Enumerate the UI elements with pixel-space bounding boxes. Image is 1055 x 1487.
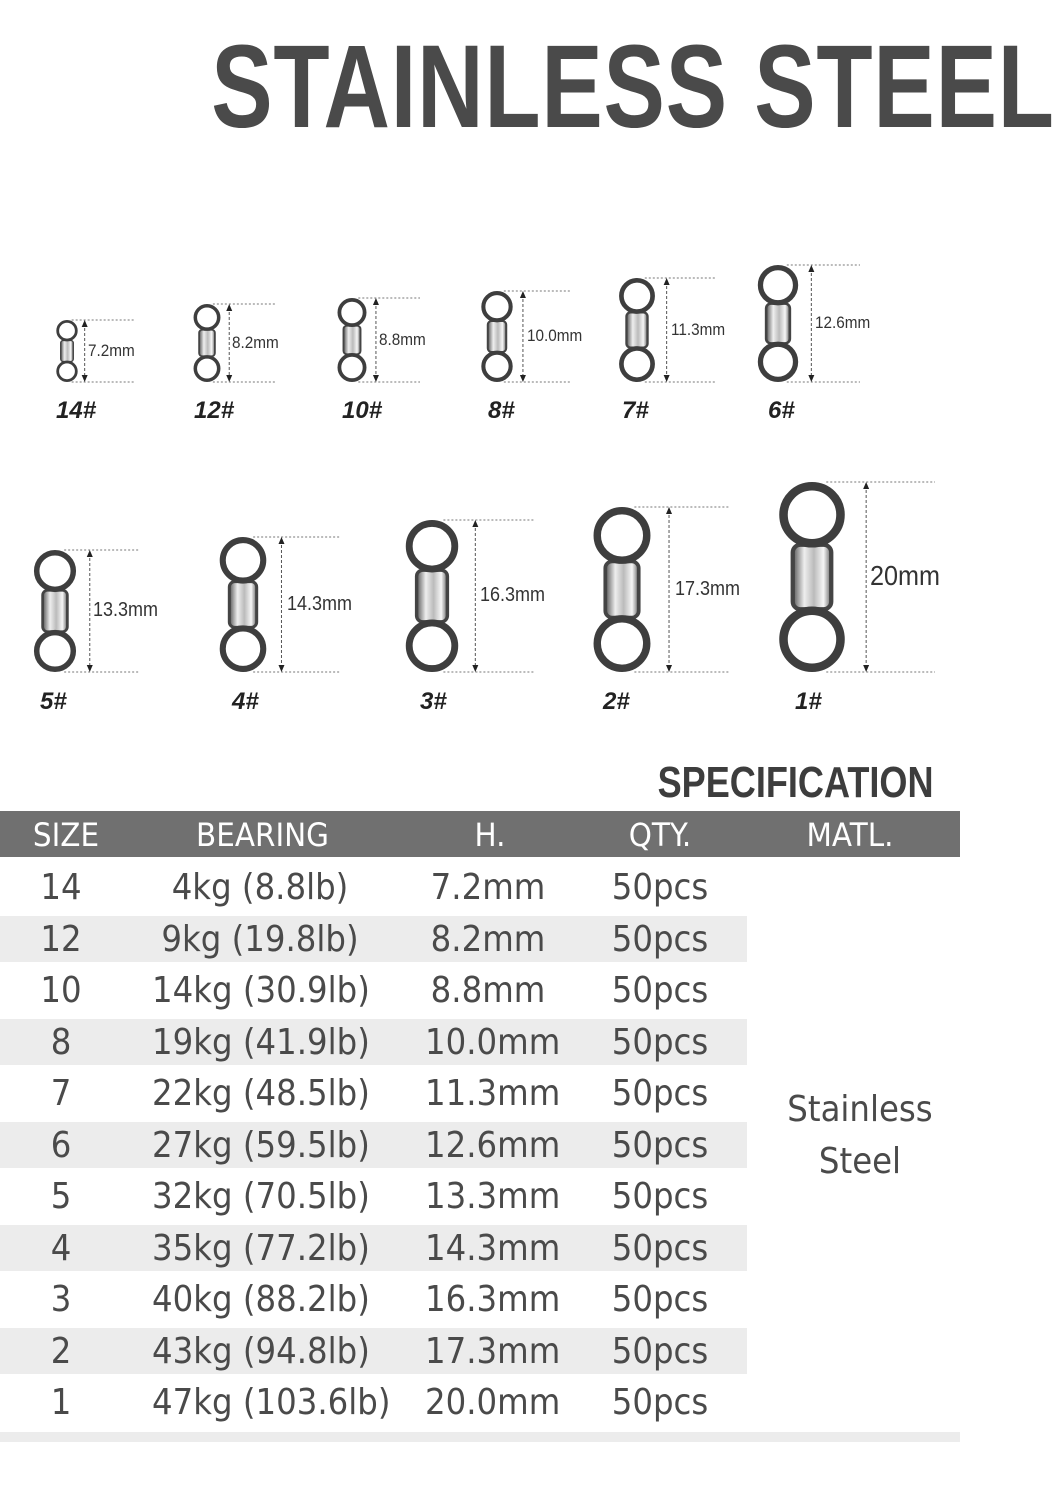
swivel-size-label: 6#	[768, 397, 795, 424]
swivel-1-drawing	[0, 0, 1055, 740]
cell-bearing: 4kg (8.8lb)	[171, 867, 349, 908]
cell-size: 4	[50, 1227, 72, 1269]
cell-qty: 50pcs	[611, 918, 709, 960]
header-size: SIZE	[32, 816, 100, 854]
page-title: STAINLESS STEEL	[211, 21, 1055, 153]
swivel-size-label: 12#	[194, 397, 235, 424]
cell-height: 12.6mm	[425, 1124, 561, 1166]
swivel-size-label: 5#	[40, 688, 67, 715]
cell-qty: 50pcs	[611, 1279, 709, 1320]
swivel-height-label: 10.0mm	[527, 326, 583, 346]
cell-size: 5	[50, 1176, 72, 1217]
cell-bearing: 9kg (19.8lb)	[161, 918, 359, 960]
cell-height: 11.3mm	[425, 1073, 561, 1114]
cell-qty: 50pcs	[611, 1176, 709, 1217]
cell-height: 17.3mm	[425, 1330, 561, 1372]
swivel-height-label: 8.2mm	[232, 332, 279, 352]
cell-qty: 50pcs	[611, 1330, 709, 1372]
swivel-size-label: 2#	[603, 688, 630, 715]
cell-bearing: 47kg (103.6lb)	[152, 1382, 391, 1423]
cell-bearing: 14kg (30.9lb)	[152, 970, 370, 1011]
swivel-size-label: 14#	[56, 397, 97, 424]
cell-size: 12	[40, 918, 82, 960]
dim-arrowhead-top	[863, 482, 869, 489]
swivel-size-label: 8#	[488, 397, 515, 424]
cell-size: 6	[50, 1124, 72, 1166]
swivel-height-label: 14.3mm	[287, 592, 353, 615]
swivel-height-label: 13.3mm	[93, 599, 159, 621]
header-material: MATL.	[806, 816, 894, 854]
swivel-size-label: 1#	[795, 688, 822, 715]
cell-height: 10.0mm	[425, 1021, 561, 1063]
cell-qty: 50pcs	[611, 1124, 709, 1166]
header-qty: QTY.	[628, 816, 692, 854]
header-bearing: BEARING	[196, 816, 329, 854]
cell-height: 20.0mm	[425, 1382, 561, 1423]
cell-size: 7	[50, 1073, 72, 1114]
swivel-size-label: 7#	[622, 397, 649, 424]
swivel-height-label: 11.3mm	[671, 319, 726, 339]
cell-size: 1	[50, 1382, 72, 1423]
cell-qty: 50pcs	[611, 1227, 709, 1269]
swivel-height-label: 12.6mm	[815, 313, 871, 333]
dim-arrowhead-bottom	[863, 665, 869, 672]
material-line-2: Steel	[818, 1141, 902, 1182]
specification-heading: SPECIFICATION	[658, 758, 934, 807]
cell-qty: 50pcs	[611, 1021, 709, 1063]
swivel-ring-top	[784, 486, 841, 543]
material-cell	[770, 1084, 950, 1188]
swivel-size-label: 4#	[232, 688, 259, 715]
cell-size: 3	[50, 1279, 72, 1320]
cell-size: 8	[50, 1021, 72, 1063]
cell-height: 8.8mm	[430, 970, 546, 1011]
cell-height: 13.3mm	[425, 1176, 561, 1217]
cell-qty: 50pcs	[611, 970, 709, 1011]
swivel-height-label: 8.8mm	[379, 329, 426, 349]
cell-qty: 50pcs	[611, 1073, 709, 1114]
cell-bearing: 43kg (94.8lb)	[152, 1330, 370, 1372]
cell-qty: 50pcs	[611, 867, 709, 908]
cell-bearing: 27kg (59.5lb)	[152, 1124, 370, 1166]
cell-height: 16.3mm	[425, 1279, 561, 1320]
cell-bearing: 40kg (88.2lb)	[152, 1279, 370, 1320]
table-bottom-bar	[0, 1432, 960, 1442]
cell-size: 2	[50, 1330, 72, 1372]
swivel-size-label: 3#	[420, 688, 447, 715]
swivel-height-label: 7.2mm	[88, 340, 135, 360]
swivel-ring-bottom	[784, 611, 841, 668]
cell-size: 10	[40, 970, 82, 1011]
cell-bearing: 35kg (77.2lb)	[152, 1227, 370, 1269]
cell-height: 8.2mm	[430, 918, 546, 960]
swivel-barrel	[793, 545, 831, 610]
cell-height: 14.3mm	[425, 1227, 561, 1269]
cell-height: 7.2mm	[430, 867, 546, 908]
swivel-size-label: 10#	[342, 397, 383, 424]
cell-bearing: 22kg (48.5lb)	[152, 1073, 370, 1114]
swivel-height-label: 20mm	[870, 560, 941, 592]
cell-qty: 50pcs	[611, 1382, 709, 1423]
swivel-height-label: 17.3mm	[675, 577, 741, 600]
cell-bearing: 32kg (70.5lb)	[152, 1176, 370, 1217]
header-height: H.	[474, 816, 506, 854]
cell-bearing: 19kg (41.9lb)	[152, 1021, 370, 1063]
cell-size: 14	[40, 867, 82, 908]
material-line-1: Stainless	[787, 1089, 933, 1130]
swivel-height-label: 16.3mm	[480, 584, 546, 606]
